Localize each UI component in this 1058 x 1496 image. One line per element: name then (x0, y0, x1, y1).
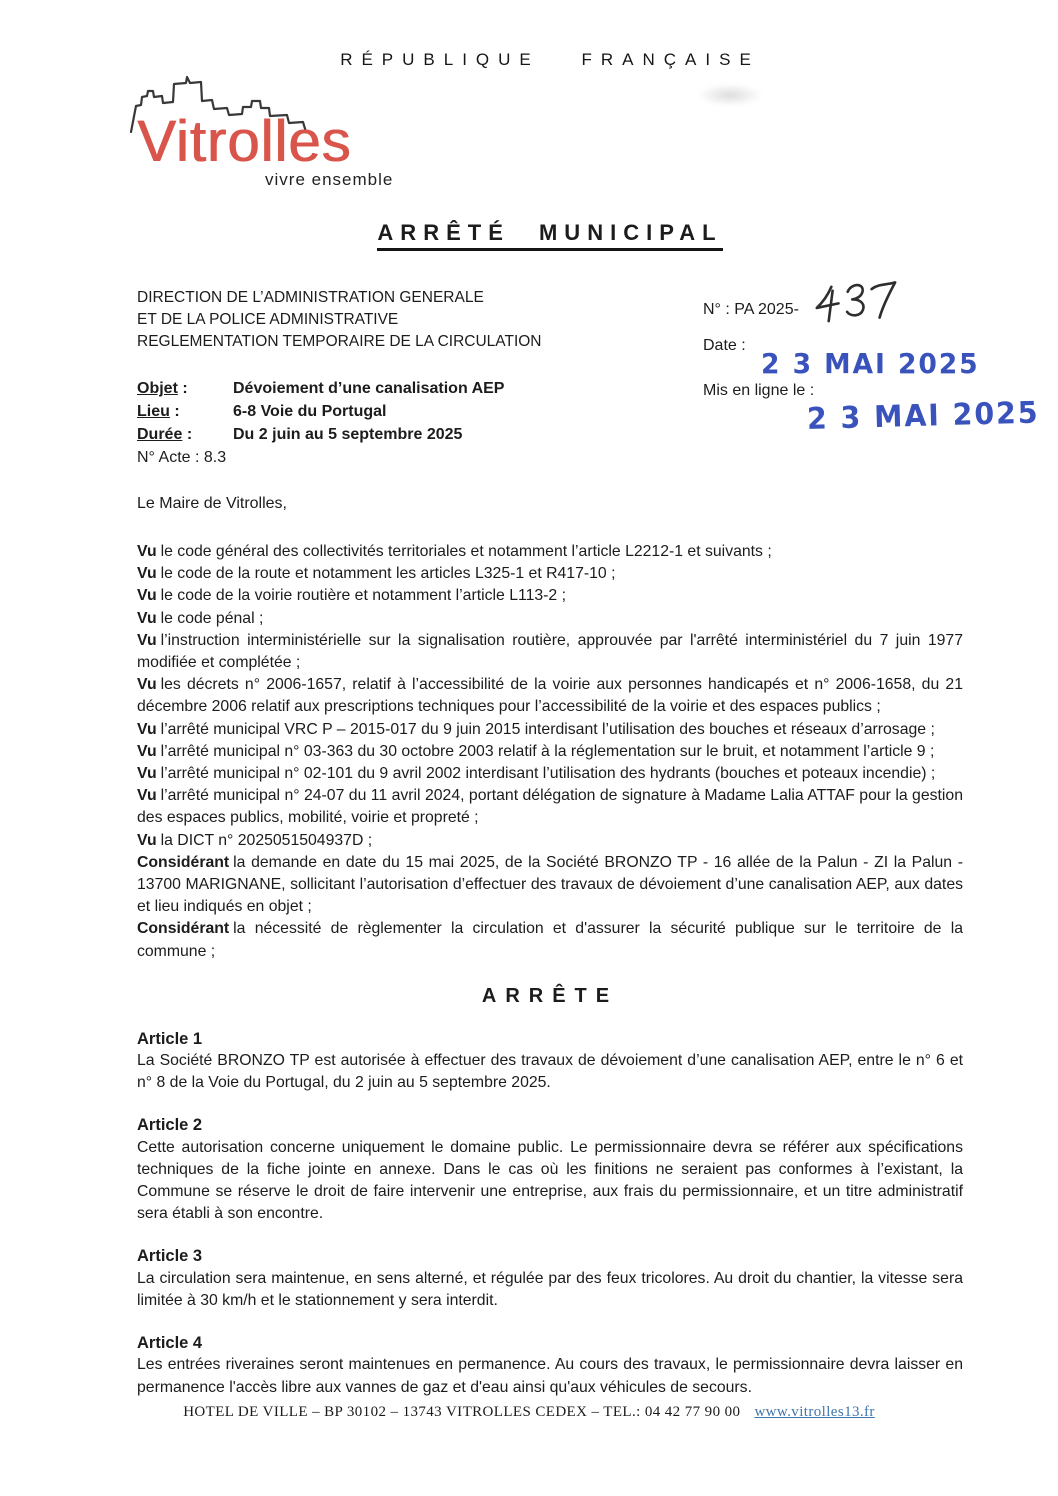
footer (0, 1404, 1058, 1421)
footer-address: HOTEL DE VILLE – BP 30102 – 13743 VITROLLES CEDEX – TEL.: 04 42 77 90 00 (183, 1404, 741, 1420)
lieu-row (137, 400, 703, 423)
recital: Considérant la nécessité de règlementer la circulation et d'assurer la sécurité publique sur le territoire de la commune ; (137, 920, 963, 960)
duree-row (137, 423, 703, 446)
document-title: ARRÊTÉ MUNICIPAL (377, 220, 722, 251)
recital: Vu l’arrêté municipal n° 24-07 du 11 avril 2024, portant délégation de signature à Madame Lalia ATTAF pour la gestion des espaces publics, mobilité, voirie et propreté ; (137, 787, 963, 827)
recital: Considérant la demande en date du 15 mai 2025, de la Société BRONZO TP - 16 allée de la Palun - ZI la Palun - 13700 MARIGNANE, sollicitant l’autorisation d’effectuer des travaux de dévoiement d’une canalisation AEP, aux dates et lieu indiqués en objet ; (137, 853, 963, 916)
recital: Vu l’arrêté municipal n° 03-363 du 30 octobre 2003 relatif à la réglementation sur le bruit, et notamment l’article 9 ; (137, 742, 935, 760)
article-2-heading: Article 2 (137, 1116, 203, 1135)
article-1-body: La Société BRONZO TP est autorisée à effectuer des travaux de dévoiement d’une canalisation AEP, entre le n° 6 et n° 8 de la Voie du Portugal, du 2 juin au 5 septembre 2025. (137, 1052, 963, 1092)
recital: Vu l’arrêté municipal n° 02-101 du 9 avril 2002 interdisant l’utilisation des hydrants (bouches et poteaux incendie) ; (137, 765, 936, 783)
duree-label: Durée : (137, 426, 193, 443)
salutation: Le Maire de Vitrolles, (137, 495, 287, 512)
recital: Vu le code de la route et notamment les articles L325-1 et R417-10 ; (137, 565, 616, 583)
article-3-heading: Article 3 (137, 1247, 203, 1266)
vitrolles-logo (137, 74, 407, 196)
republique-heading: RÉPUBLIQUE FRANÇAISE (340, 50, 760, 69)
article-2 (137, 1114, 963, 1225)
numero-line (703, 287, 1052, 333)
article-2-body: Cette autorisation concerne uniquement le domaine public. Le permissionnaire devra se référer aux spécifications techniques de la fiche jointe en annexe. Dans le cas où les finitions ne seraient pas conformes à l’existant, la Commune se réserve le droit de faire intervenir une entreprise, aux frais du permissionnaire, et un titre administratif sera établi à son encontre. (137, 1138, 963, 1223)
duree-value: Du 2 juin au 5 septembre 2025 (233, 426, 463, 443)
article-4 (137, 1332, 963, 1399)
objet-label: Objet : (137, 380, 188, 397)
online-label: Mis en ligne le : (703, 382, 815, 399)
logo-wordmark: Vitrolles (137, 109, 352, 174)
recitals-block (137, 541, 963, 963)
issuer-block (137, 287, 703, 469)
scan-smudge (697, 84, 763, 106)
recital: Vu le code pénal ; (137, 609, 264, 627)
handwritten-number (811, 276, 906, 328)
article-4-heading: Article 4 (137, 1334, 203, 1353)
online-stamp: 2 3 MAI 2025 (806, 395, 1040, 437)
reference-block (703, 287, 1052, 469)
numero-label: N° : PA 2025- (703, 301, 799, 319)
article-3 (137, 1245, 963, 1312)
issuer-line: ET DE LA POLICE ADMINISTRATIVE (137, 311, 399, 328)
objet-row (137, 377, 703, 400)
lieu-value: 6-8 Voie du Portugal (233, 403, 387, 420)
recital: Vu le code général des collectivités territoriales et notamment l’article L2212-1 et suivants ; (137, 543, 772, 560)
issuer-line: REGLEMENTATION TEMPORAIRE DE LA CIRCULATION (137, 333, 542, 350)
recital: Vu la DICT n° 2025051504937D ; (137, 831, 373, 849)
acte-number: N° Acte : 8.3 (137, 449, 227, 466)
recital: Vu les décrets n° 2006-1657, relatif à l’accessibilité de la voirie aux personnes handicapés et n° 2006-1658, du 21 décembre 2006 relatif aux prescriptions techniques pour l’accessibilité de la voirie et des espaces publics ; (137, 676, 963, 716)
recital: Vu le code de la voirie routière et notamment l’article L113-2 ; (137, 587, 566, 605)
date-label: Date : (703, 337, 746, 354)
lieu-label: Lieu : (137, 403, 180, 420)
subject-block (137, 377, 703, 469)
date-stamp: 2 3 MAI 2025 (761, 347, 980, 380)
article-1 (137, 1028, 963, 1095)
logo-tagline: vivre ensemble (265, 170, 394, 189)
article-4-body: Les entrées riveraines seront maintenues en permanence. Au cours des travaux, le permissionnaire devra laisser en permanence l'accès libre aux vannes de gaz et d'eau ainsi qu'aux véhicules de secours. (137, 1356, 963, 1396)
article-1-heading: Article 1 (137, 1029, 203, 1048)
issuer-line: DIRECTION DE L’ADMINISTRATION GENERALE (137, 289, 484, 306)
objet-value: Dévoiement d’une canalisation AEP (233, 380, 505, 397)
arrete-heading: ARRÊTE (481, 984, 619, 1007)
recital: Vu l’arrêté municipal VRC P – 2015-017 du 9 juin 2015 interdisant l’utilisation des bouches et réseaux d’arrosage ; (137, 720, 935, 738)
recital: Vu l’instruction interministérielle sur la signalisation routière, approuvée par l'arrêté interministériel du 7 juin 1977 modifiée et complétée ; (137, 631, 963, 672)
footer-website-link[interactable]: www.vitrolles13.fr (754, 1404, 875, 1420)
article-3-body: La circulation sera maintenue, en sens alterné, et régulée par des feux tricolores. Au droit du chantier, la vitesse sera limitée à 30 km/h et le stationnement y sera interdit. (137, 1269, 963, 1309)
